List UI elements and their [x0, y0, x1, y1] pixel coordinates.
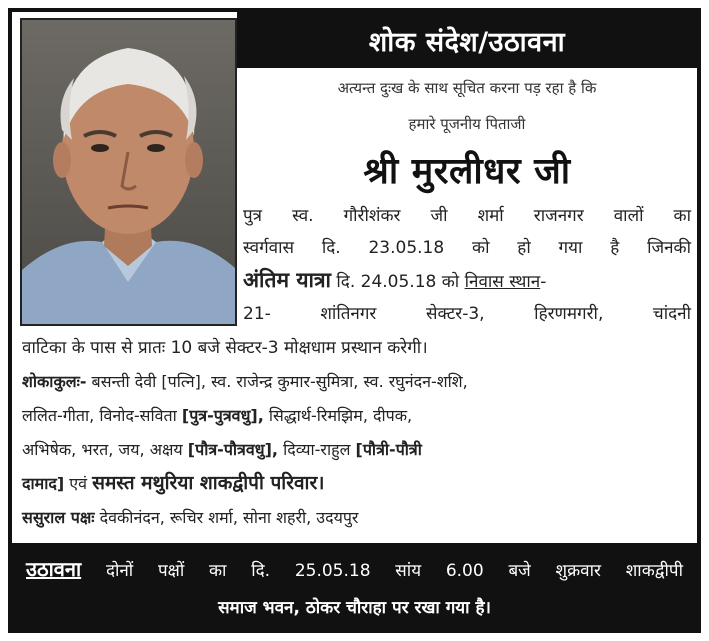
- relation-grandsons: [पौत्र-पौत्रवधु],: [187, 440, 279, 459]
- footer-line-2: समाज भवन, ठोकर चौराहा पर रखा गया है।: [218, 598, 491, 618]
- condolence-notice: [8, 8, 701, 633]
- relation-granddaughters: [पौत्री-पौत्री: [355, 440, 422, 459]
- relation-sons: [पुत्र-पुत्रवधु],: [181, 406, 264, 425]
- mourners-list-1: बसन्ती देवी [पत्नि], स्व. राजेन्द्र कुमार-सुमित्रा, स्व. रघुनंदन-शशि,: [86, 372, 468, 391]
- uthavna-footer: [12, 543, 697, 629]
- residence-label: निवास स्थान: [464, 272, 541, 292]
- deceased-name: श्री मुरलीधर जी: [363, 151, 571, 192]
- intro-line-1: अत्यन्त दुःख के साथ सूचित करना पड़ रहा है कि: [337, 79, 597, 97]
- body-line-7: [22, 408, 412, 424]
- body-line-9: [22, 474, 324, 493]
- portrait-photo: [20, 18, 237, 326]
- body-line-3: [243, 270, 546, 291]
- uthavna-keyword: उठावना: [26, 557, 82, 581]
- body-line-6: [22, 374, 468, 390]
- body-line-10: [22, 510, 358, 526]
- and-word: एवं: [64, 474, 93, 493]
- body-line-4: 21- शांतिनगर सेक्टर-3, हिरणमगरी, चांदनी: [243, 304, 691, 324]
- in-laws-label: ससुराल पक्षः: [22, 508, 95, 527]
- body-line-5: वाटिका के पास से प्रातः 10 बजे सेक्टर-3 मोक्षधाम प्रस्थान करेगी।: [22, 338, 428, 358]
- family-name: समस्त मथुरिया शाकद्वीपी परिवार।: [92, 472, 325, 494]
- notice-title: शोक संदेश/उठावना: [237, 12, 697, 68]
- body-line-8: [22, 442, 422, 458]
- body-line-1: पुत्र स्व. गौरीशंकर जी शर्मा राजनगर वालों का: [243, 206, 691, 226]
- in-laws-list: देवकीनंदन, रूचिर शर्मा, सोना शहरी, उदयपुर: [94, 508, 359, 527]
- funeral-label: अंतिम यात्रा: [243, 268, 331, 292]
- mourners-list-2: ललित-गीता, विनोद-सविता: [22, 406, 182, 425]
- footer-line-1: [26, 555, 683, 582]
- intro-line-2: हमारे पूजनीय पिताजी: [408, 115, 526, 133]
- mourners-list-4: अभिषेक, भरत, जय, अक्षय: [22, 440, 188, 459]
- relation-son-in-law: दामाद]: [22, 474, 65, 493]
- portrait-icon: [22, 20, 235, 324]
- footer-details: दोनों पक्षों का दि. 25.05.18 सांय 6.00 बजे शुक्रवार शाकद्वीपी: [81, 561, 683, 581]
- mourners-list-5: दिव्या-राहुल: [278, 440, 356, 459]
- funeral-date: दि. 24.05.18 को: [330, 272, 465, 292]
- mourners-list-3: सिद्धार्थ-रिमझिम, दीपक,: [263, 406, 413, 425]
- residence-dash: -: [540, 272, 547, 292]
- mourners-label: शोकाकुलः-: [22, 372, 87, 391]
- body-line-2: स्वर्गवास दि. 23.05.18 को हो गया है जिनकी: [243, 238, 691, 258]
